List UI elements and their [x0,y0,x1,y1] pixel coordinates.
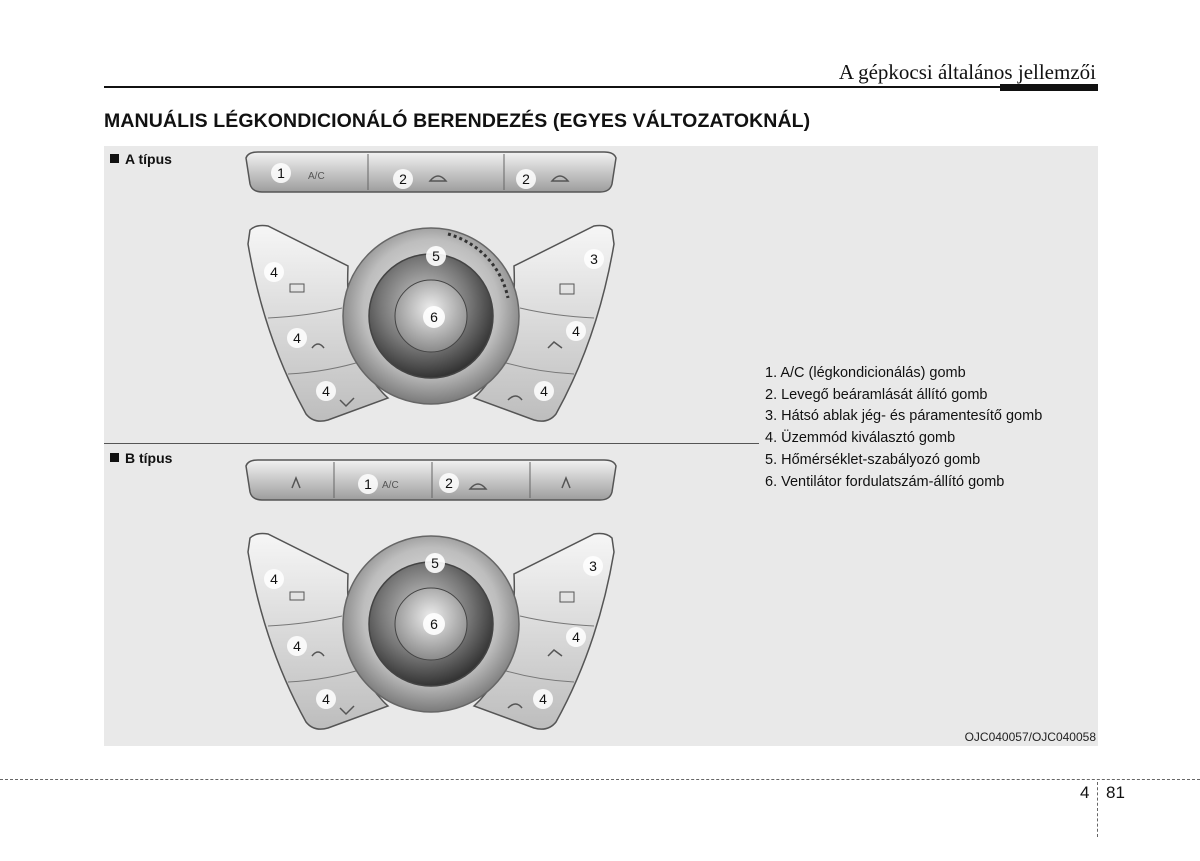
chapter-title: A gépkocsi általános jellemzői [838,60,1096,84]
callout-1: 1 [364,476,372,492]
callout-4: 4 [322,383,330,399]
component-legend [765,363,1042,493]
callout-4: 4 [270,571,278,587]
callout-2: 2 [399,171,407,187]
ac-button-label: A/C [308,171,325,182]
bullet-square-icon [110,154,119,163]
bullet-square-icon [110,453,119,462]
figure-caption: OJC040057/OJC040058 [964,730,1096,744]
footer-dashed-separator [1097,782,1098,837]
page-number: 81 [1106,783,1125,802]
type-a-label: A típus [110,151,172,167]
callout-4: 4 [270,264,278,280]
legend-item: 2. Levegő beáramlását állító gomb [765,386,988,403]
header-rule-accent [1000,84,1098,91]
type-b-label: B típus [110,450,172,466]
callout-4: 4 [322,691,330,707]
footer-dashed-rule [0,779,1200,780]
section-title: MANUÁLIS LÉGKONDICIONÁLÓ BERENDEZÉS (EGYES VÁLTOZATOKNÁL) [104,110,811,132]
header-rule [104,86,1098,88]
callout-1: 1 [277,165,285,181]
legend-item: 5. Hőmérséklet-szabályozó gomb [765,451,981,468]
callout-5: 5 [432,248,440,264]
legend-item: 1. A/C (légkondicionálás) gomb [765,365,966,381]
callout-4: 4 [293,330,301,346]
callout-4: 4 [539,691,547,707]
control-panel-b-illustration [208,456,654,746]
callout-3: 3 [590,251,598,267]
callout-4: 4 [572,629,580,645]
chapter-number: 4 [1080,783,1090,802]
figure-divider [104,443,759,444]
callout-4: 4 [572,323,580,339]
callout-4: 4 [540,383,548,399]
control-panel-a-illustration [208,148,654,438]
legend-item: 4. Üzemmód kiválasztó gomb [765,430,956,447]
callout-4: 4 [293,638,301,654]
legend-item: 6. Ventilátor fordulatszám-állító gomb [765,473,1005,490]
callout-3: 3 [589,558,597,574]
callout-6: 6 [430,309,438,325]
legend-item: 3. Hátsó ablak jég- és páramentesítő gomb [765,408,1043,425]
callout-6: 6 [430,616,438,632]
ac-button-label: A/C [382,480,399,491]
callout-2: 2 [522,171,530,187]
callout-2: 2 [445,475,453,491]
callout-5: 5 [431,555,439,571]
